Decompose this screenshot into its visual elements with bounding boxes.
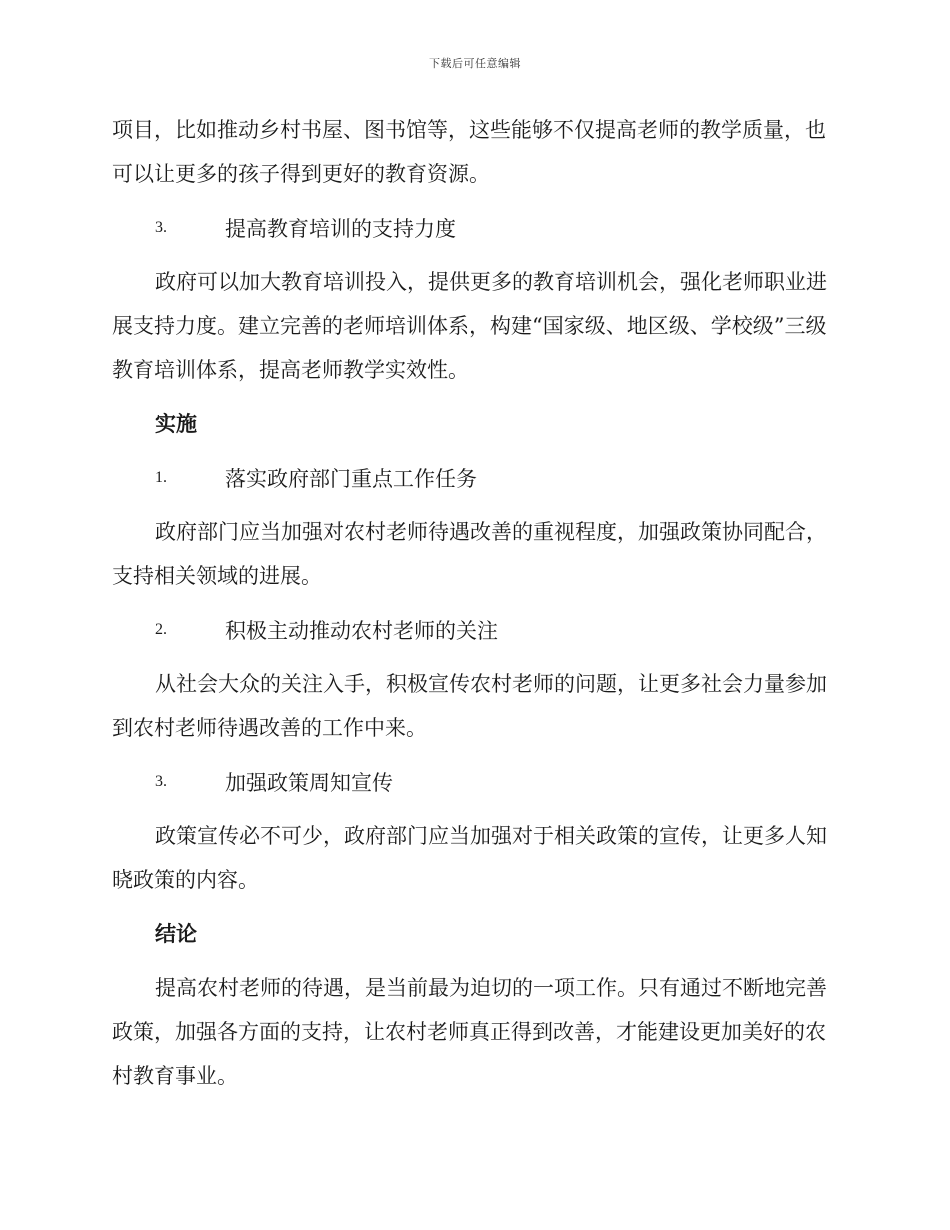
item-title: 加强政策周知宣传 [225,771,393,795]
item-body: 从社会大众的关注入手，积极宣传农村老师的问题，让更多社会力量参加到农村老师待遇改善的工作中来。 [112,672,827,740]
item-body: 政策宣传必不可少，政府部门应当加强对于相关政策的宣传，让更多人知晓政策的内容。 [112,824,827,892]
item-title: 落实政府部门重点工作任务 [225,467,477,491]
numbered-item [112,206,837,250]
conclusion-paragraph: 提高农村老师的待遇，是当前最为迫切的一项工作。只有通过不断地完善政策，加强各方面的支持，让农村老师真正得到改善，才能建设更加美好的农村教育事业。 [112,976,827,1088]
item-number: 3. [155,219,167,236]
numbered-item [112,608,837,652]
item-number: 2. [155,621,167,638]
section-heading-conclusion: 结论 [155,922,197,946]
intro-paragraph: 项目，比如推动乡村书屋、图书馆等，这些能够不仅提高老师的教学质量，也可以让更多的孩子得到更好的教育资源。 [112,118,826,186]
section-heading-implementation: 实施 [155,412,197,436]
item-title: 积极主动推动农村老师的关注 [225,619,498,643]
item-body: 政府可以加大教育培训投入，提供更多的教育培训机会，强化老师职业进展支持力度。建立完善的老师培训体系，构建“国家级、地区级、学校级”三级教育培训体系，提高老师教学实效性。 [112,270,827,382]
item-number: 1. [155,469,167,486]
document-body [112,108,837,1108]
numbered-item [112,456,837,500]
item-body: 政府部门应当加强对农村老师待遇改善的重视程度，加强政策协同配合，支持相关领域的进展。 [112,520,827,588]
numbered-item [112,760,837,804]
item-number: 3. [155,773,167,790]
item-title: 提高教育培训的支持力度 [225,217,456,241]
page-header: 下载后可任意编辑 [429,57,521,70]
